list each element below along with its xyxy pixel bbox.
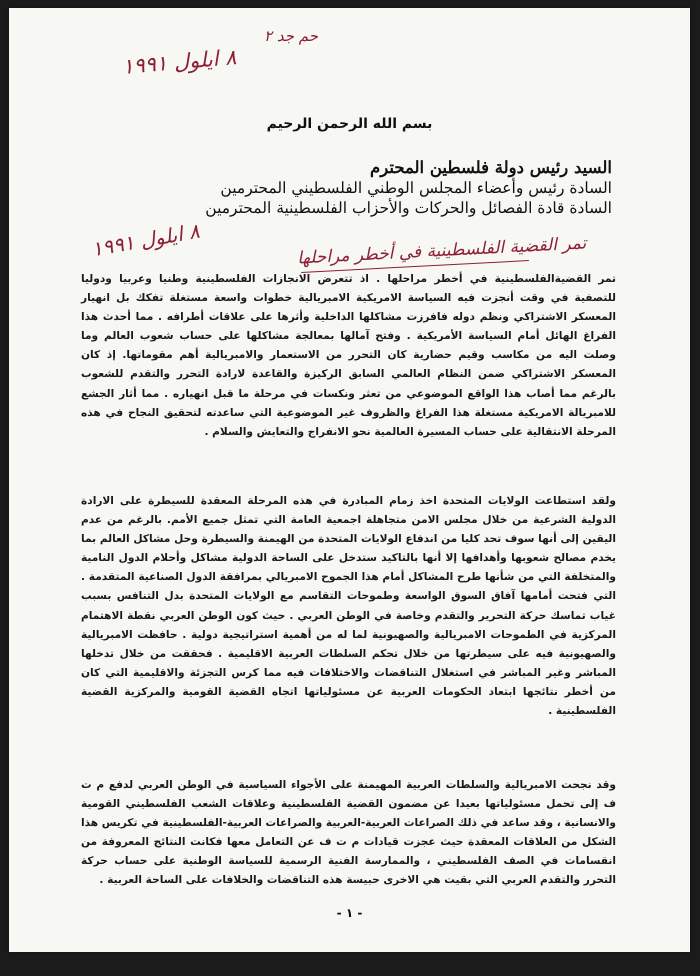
handwritten-title: تمر القضية الفلسطينية في أخطر مراحلها [296,233,587,269]
addressee-line: السيد رئيس دولة فلسطين المحترم [370,158,612,177]
handwritten-date-top: ٨ ايلول ١٩٩١ [121,45,238,79]
body-paragraph: ولقد استطاعت الولايات المتحدة اخذ زمام المبادرة في هذه المرحلة المعقدة للسيطرة على الارادة الدولية الشرعية من خلال مجلس الامن متجاهلة اجمعية العامة التي تمثل جميع الأمم. بالرغم من عدم اليقين إلى أنها سوف تحد كليا من اندفاع الولايات المتحدة من الهيمنة والسيطرة وحل مشاكل العالم بما يخدم مصالح شعوبها وأهدافها إلا أنها بالتاكيد ستدخل على الساحة الدولية مشاكل وأحلام الدول النامية والمتخلفة التي من شأنها طرح المشاكل أمام هذا الجموح الامبريالي بمرافقة الدول الصناعية المتقدمة . التي فتحت أمامها آفاق السوق الواسعة وطموحات التقاسم مع الولايات المتحدة بدل التنافس بسبب غياب تماسك حركة التحرير والتقدم وخاصة في الوطن العربي . حيث كون الوطن العربي نقطة الاهتمام المركزية في الطموحات الامبريالية والصهيونية لما له من أهمية استراتيجية دولية . حافظت الامبريالية والصهيونية فيه على سيطرتها من خلال تحكم السلطات العربية الاقليمية . فحققت من خلال تدخلها المباشر وغير المباشر في استغلال التناقضات والاختلافات فيه مما كرس التجزئة والاقليمية التي كان من أخطر نتائجها ابتعاد الحكومات العربية عن مسئولياتها اتجاه القضية القومية والمركزية القضية الفلسطينية . [81,495,616,718]
basmala-heading: بسم الله الرحمن الرحيم [266,116,433,132]
page-number: - ١ - [336,906,363,920]
addressee-line: السادة قادة الفصائل والحركات والأحزاب الفلسطينية المحترمين [205,199,612,217]
handwritten-date-margin: ٨ ايلول ١٩٩١ [89,218,202,262]
addressee-line: السادة رئيس وأعضاء المجلس الوطني الفلسطيني المحترمين [220,179,612,197]
addressee-block [205,158,612,218]
body-paragraph: تمر القضيةالفلسطينية في أخطر مراحلها . اذ تتعرض الانجازات الفلسطينية وطنيا وعربيا ودوليا للتصفية في وقت أنجزت فيه السياسة الامريكية الامبريالية خطوات واسعة مستغلة تفكك بل انهيار المعسكر الاشتراكي ونظم دوله فافرزت مشاكلها الداخلية وأثرها على علاقات أطرافه . مما أحدث هذا الفراغ الهائل أمام السياسة الأمريكية . وفتح آمالها بمعالجة مشاكلها على حساب شعوب العالم وما وصلت اليه من مكاسب وقيم حضارية كان التحرر من الاستعمار والامبريالية أهم مقوماتها. إذ كان المعسكر الاشتراكي ضمن النظام العالمي السابق الركيزة والقاعدة لارادة التحرر والتقدم للشعوب بالرغم مما أصاب هذا الواقع الموضوعي من تعثر ونكسات في مرحلة ما قبل انهياره . مما أثار الجشع للامبريالة الامريكية مستغلة هذا الفراغ والظروف غير الموضوعية التي ساعدته لتحقيق النجاح في هذه المرحلة الانتقالية على حساب المسيرة العالمية نحو الانفراج والتعايش والسلام . [81,273,616,438]
handwritten-reference: حم جد ٢ [264,27,318,45]
body-paragraph: وقد نجحت الامبريالية والسلطات العربية المهيمنة على الأجواء السياسية في الوطن العربي لدفع م ت ف إلى تحمل مسئولياتها بعيدا عن مضمون القضية الفلسطينية وعلاقات الشعب الفلسطيني القومية والانسانية ، وقد ساعد في ذلك الصراعات العربية-العربية والصراعات العربية-الفلسطينية في تكريس هذا الشكل من العلاقات المعقدة حيث عجزت قيادات م ت ف عن التعامل معها فكانت النتائج المعروفة من انقسامات في الصف الفلسطيني ، والممارسة الفنية الرسمية للسياسة الوطنية على حساب حركة التحرر والتقدم العربي التي بقيت هي الاخرى حبيسة هذه التناقضات والخلافات على الساحة العربية . [80,779,616,887]
document-page [9,8,690,952]
